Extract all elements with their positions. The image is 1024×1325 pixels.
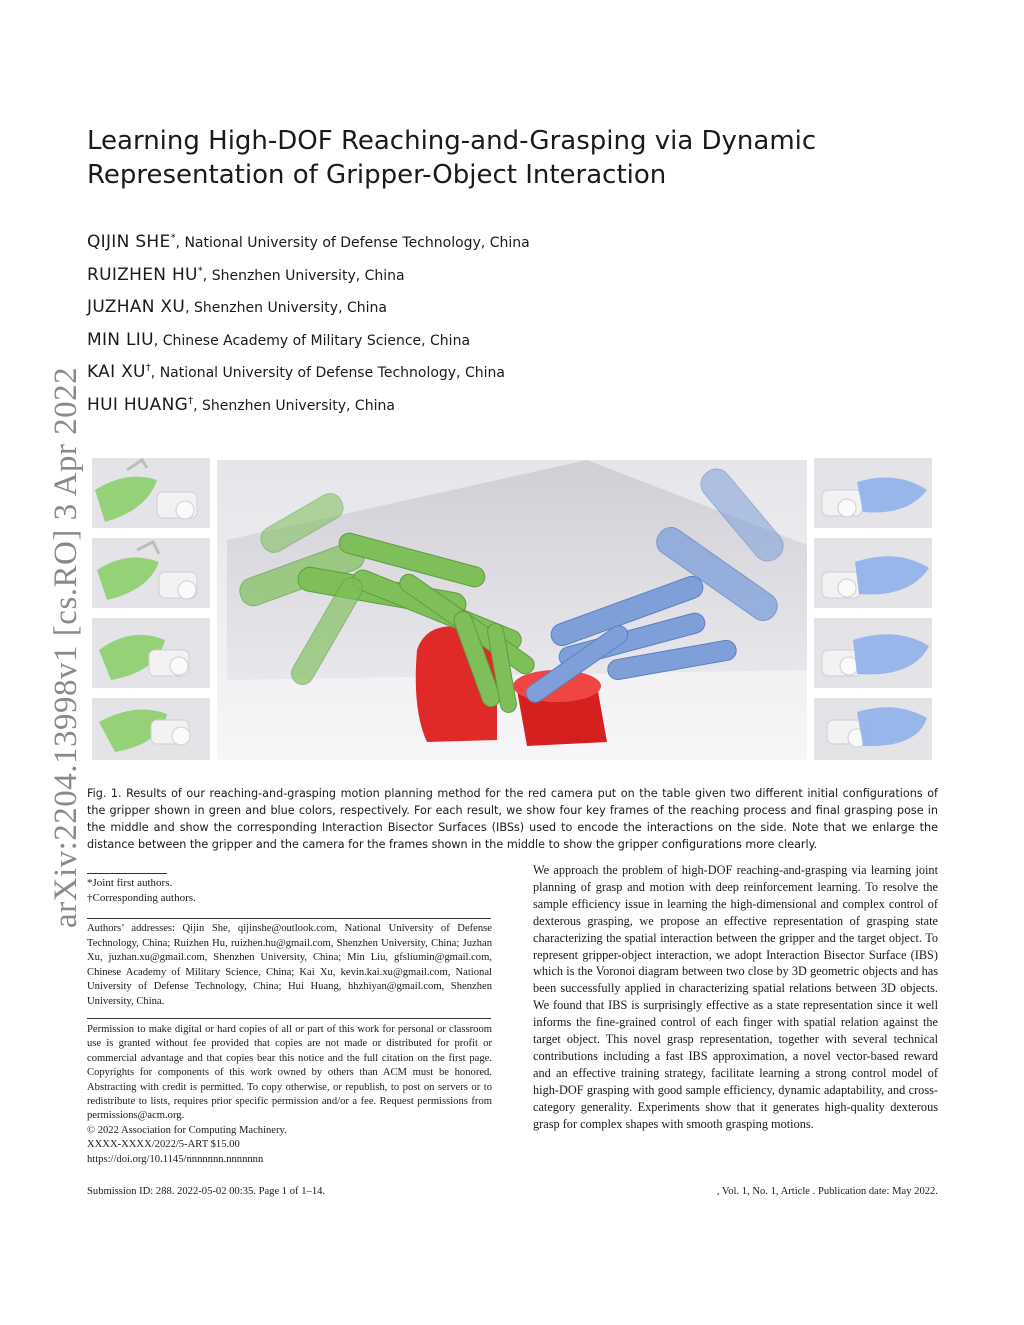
author-entry	[87, 297, 387, 317]
addresses-divider	[87, 918, 491, 919]
title-line-1: Learning High-DOF Reaching-and-Grasping via Dynamic	[87, 126, 817, 156]
permission-block	[87, 1023, 492, 1167]
arxiv-identifier[interactable]: arXiv:2204.13998v1 [cs.RO] 3 Apr 2022	[48, 366, 84, 928]
thumbnail-right-2	[814, 538, 932, 608]
permission-divider	[87, 1018, 491, 1019]
author-name: MIN LIU	[87, 330, 154, 350]
right-ibs-thumbnails	[814, 458, 932, 760]
author-entry	[87, 362, 505, 382]
author-affiliation: , National University of Defense Technology, China	[175, 235, 530, 251]
author-name: HUI HUANG	[87, 395, 189, 415]
footnote-joint: *Joint first authors.	[87, 877, 173, 889]
thumbnail-right-1	[814, 458, 932, 528]
doi-link[interactable]: https://doi.org/10.1145/nnnnnnn.nnnnnnn	[87, 1153, 264, 1165]
author-name: RUIZHEN HU	[87, 265, 198, 285]
footnote-divider	[87, 873, 167, 874]
title-line-2: Representation of Gripper-Object Interaction	[87, 160, 667, 190]
main-scene	[217, 460, 807, 760]
permission-text: Permission to make digital or hard copies of all or part of this work for personal or classroom use is granted without fee provided that copies are not made or distributed for profit or commercial advantage and that copies bear this notice and the full citation on the first page. Copyrights for components of this work owned by others than ACM must be honored. Abstracting with credit is permitted. To copy otherwise, or republish, to post on servers or to redistribute to lists, requires prior specific permission and/or a fee. Request permissions from permissions@acm.org.	[87, 1024, 492, 1122]
thumbnail-left-4	[92, 698, 210, 760]
author-affiliation: , Shenzhen University, China	[202, 268, 405, 284]
footnote-corresponding: †Corresponding authors.	[87, 892, 196, 904]
author-entry	[87, 330, 470, 350]
footer-publication: , Vol. 1, No. 1, Article . Publication date: May 2022.	[716, 1186, 938, 1197]
author-mark: †	[188, 395, 194, 407]
author-entry	[87, 232, 530, 252]
author-entry	[87, 265, 405, 285]
thumbnail-right-3	[814, 618, 932, 688]
author-affiliation: , Chinese Academy of Military Science, China	[153, 333, 471, 349]
author-name: QIJIN SHE	[87, 232, 171, 252]
author-entry	[87, 395, 395, 415]
footer-submission: Submission ID: 288. 2022-05-02 00:35. Page 1 of 1–14.	[87, 1186, 326, 1197]
copyright-line: © 2022 Association for Computing Machinery.	[87, 1124, 287, 1136]
author-affiliation: , Shenzhen University, China	[185, 300, 387, 316]
author-name: KAI XU	[87, 362, 146, 382]
thumbnail-left-1	[92, 458, 210, 528]
left-ibs-thumbnails	[92, 458, 210, 760]
author-mark: †	[145, 362, 151, 374]
author-name: JUZHAN XU	[87, 297, 186, 317]
footnotes	[87, 876, 491, 906]
author-mark: *	[170, 232, 176, 244]
author-affiliation: , National University of Defense Technology, China	[150, 365, 505, 381]
teaser-figure	[87, 450, 938, 765]
thumbnail-left-3	[92, 618, 210, 688]
paper-title	[87, 124, 887, 192]
abstract: We approach the problem of high-DOF reaching-and-grasping via learning joint planning of grasp and motion with deep reinforcement learning. To resolve the sample efficiency issue in learning the high-dimensional and complex control of dexterous grasping, we propose an effective representation of grasping state characterizing the spatial interaction between the gripper and the target object. To represent gripper-object interaction, we adopt Interaction Bisector Surface (IBS) which is the Voronoi diagram between two close by 3D geometric objects and has been successfully applied in characterizing spatial relations between 3D objects. We found that IBS is surprisingly effective as a state representation since it well informs the fine-grained control of each finger with spatial relation against the target object. This novel grasp representation, together with several technical contributions including a fast IBS approximation, a novel vector-based reward and an effective training strategy, facilitate learning a strong control model of high-DOF grasping with good sample efficiency, dynamic adaptability, and cross-category generality. Experiments show that it generates high-quality dexterous grasp for complex shapes with smooth grasping motions.	[533, 863, 938, 1131]
isbn-line: XXXX-XXXX/2022/5-ART $15.00	[87, 1139, 240, 1151]
author-mark: *	[197, 265, 203, 277]
author-addresses: Authors’ addresses: Qijin She, qijinshe@outlook.com, National University of Defense Technology, China; Ruizhen Hu, ruizhen.hu@gmail.com, Shenzhen University, China; Juzhan Xu, juzhan.xu@gmail.com, Shenzhen University, China; Min Liu, gfsliumin@gmail.com, Chinese Academy of Military Science, China; Kai Xu, kevin.kai.xu@gmail.com, National University of Defense Technology, China; Hui Huang, hhzhiyan@gmail.com, Shenzhen University, China.	[87, 923, 492, 1007]
thumbnail-right-4	[814, 698, 932, 760]
figure-caption: Fig. 1. Results of our reaching-and-grasping motion planning method for the red camera put on the table given two different initial configurations of the gripper shown in green and blue colors, respectively. For each result, we show four key frames of the reaching process and final grasping pose in the middle and show the corresponding Interaction Bisector Surfaces (IBSs) used to encode the interactions on the side. Note that we enlarge the distance between the gripper and the camera for the frames shown in the middle to show the gripper configurations more clearly.	[87, 787, 938, 851]
thumbnail-left-2	[92, 538, 210, 608]
author-affiliation: , Shenzhen University, China	[193, 398, 395, 414]
